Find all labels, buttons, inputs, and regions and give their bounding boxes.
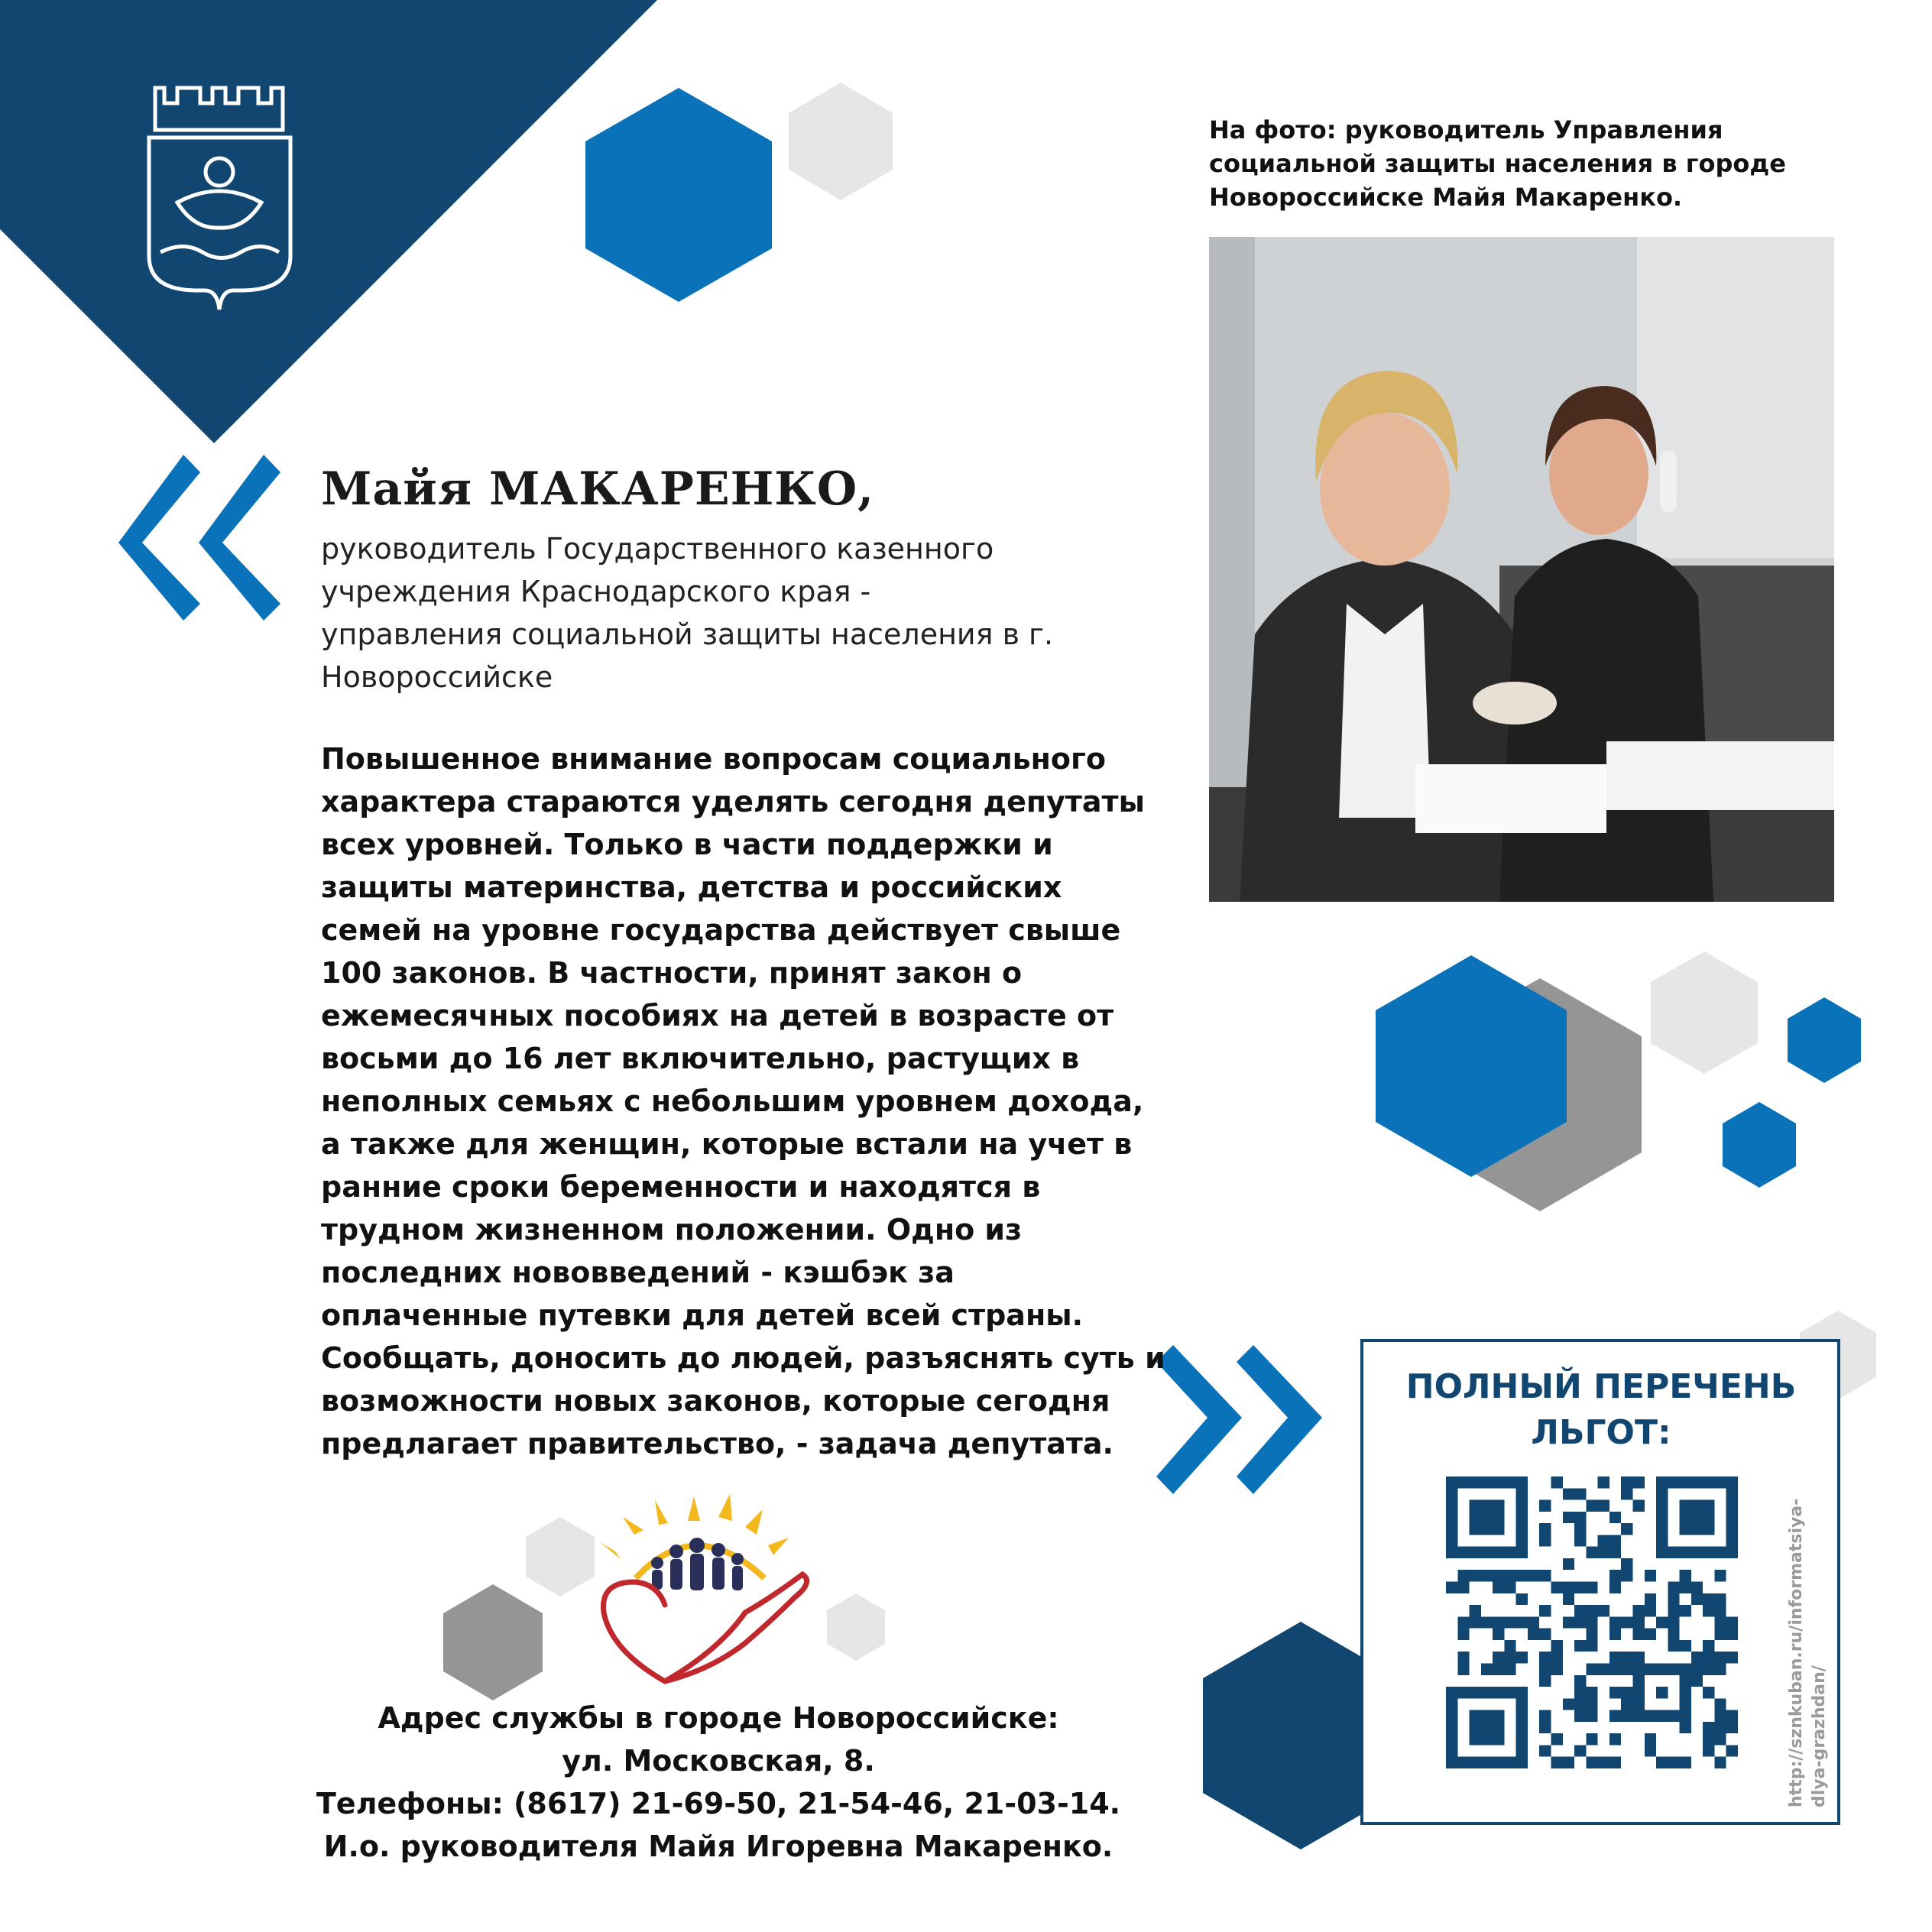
- address-line-2: ул. Московская, 8.: [562, 1744, 875, 1778]
- qr-code[interactable]: [1446, 1477, 1738, 1768]
- qr-url[interactable]: [1785, 1486, 1831, 1807]
- qr-title-line-1: ПОЛНЫЙ ПЕРЕЧЕНЬ: [1405, 1367, 1797, 1406]
- hexagon-blue-small-1: [1788, 997, 1861, 1083]
- hexagon-gray-logo: [443, 1584, 543, 1700]
- chevrons-right: [1156, 1345, 1322, 1494]
- portrait-photo: [1209, 237, 1834, 902]
- hexagon-light-logo-2: [827, 1593, 885, 1661]
- address-block: [245, 1697, 1192, 1868]
- hexagon-light-right: [1651, 951, 1758, 1074]
- main-paragraph: Повышенное внимание вопросам социального характера стараются уделять сегодня депутаты всех уровней. Только в части поддержки и защиты материнства, детства и российских семей на уровне государства действует свыше 100 законов. В частности, принят закон о ежемесячных пособиях на детей в возрасте от восьми до 16 лет включительно, растущих в неполных семьях с небольшим уровнем дохода, а также для женщин, которые встали на учет в ранние сроки беременности и находятся в трудном жизненном положении. Одно из последних нововведений - кэшбэк за оплаченные путевки для детей всей страны. Сообщать, доносить до людей, разъяснять суть и возможности новых законов, которые сегодня предлагает правительство, - задача депутата.: [321, 742, 1165, 1460]
- family-figures: [651, 1538, 744, 1590]
- qr-title-line-2: ЛЬГОТ:: [1531, 1413, 1671, 1452]
- hexagon-blue-small-2: [1723, 1102, 1796, 1188]
- portrait-illustration: [1209, 237, 1834, 902]
- qr-url-line-2: dlya-grazhdan/: [1810, 1665, 1829, 1807]
- quote-chevrons-left: [118, 455, 280, 621]
- address-line-4: И.о. руководителя Майя Игоревна Макаренко.: [323, 1830, 1113, 1863]
- family-support-logo: [600, 1494, 807, 1681]
- address-line-1: Адрес службы в городе Новороссийске:: [378, 1701, 1059, 1735]
- qr-url-line-1: http://sznkuban.ru/informatsiya-: [1787, 1498, 1806, 1807]
- hexagon-blue-top: [585, 88, 772, 302]
- address-line-3: Телефоны: (8617) 21-69-50, 21-54-46, 21-03-14.: [316, 1787, 1121, 1820]
- qr-title: [1368, 1364, 1834, 1456]
- heart-hand-outline: [604, 1574, 807, 1681]
- person-name: Майя МАКАРЕНКО,: [321, 462, 875, 516]
- person-position: руководитель Государственного казенного учреждения Краснодарского края - управления социальной защиты населения в г. Новороссийске: [321, 532, 1054, 694]
- hexagon-gray-top: [789, 83, 893, 200]
- photo-caption: На фото: руководитель Управления социальной защиты населения в городе Новороссийске Майя Макаренко.: [1209, 115, 1786, 212]
- hexagon-light-logo-1: [526, 1517, 595, 1596]
